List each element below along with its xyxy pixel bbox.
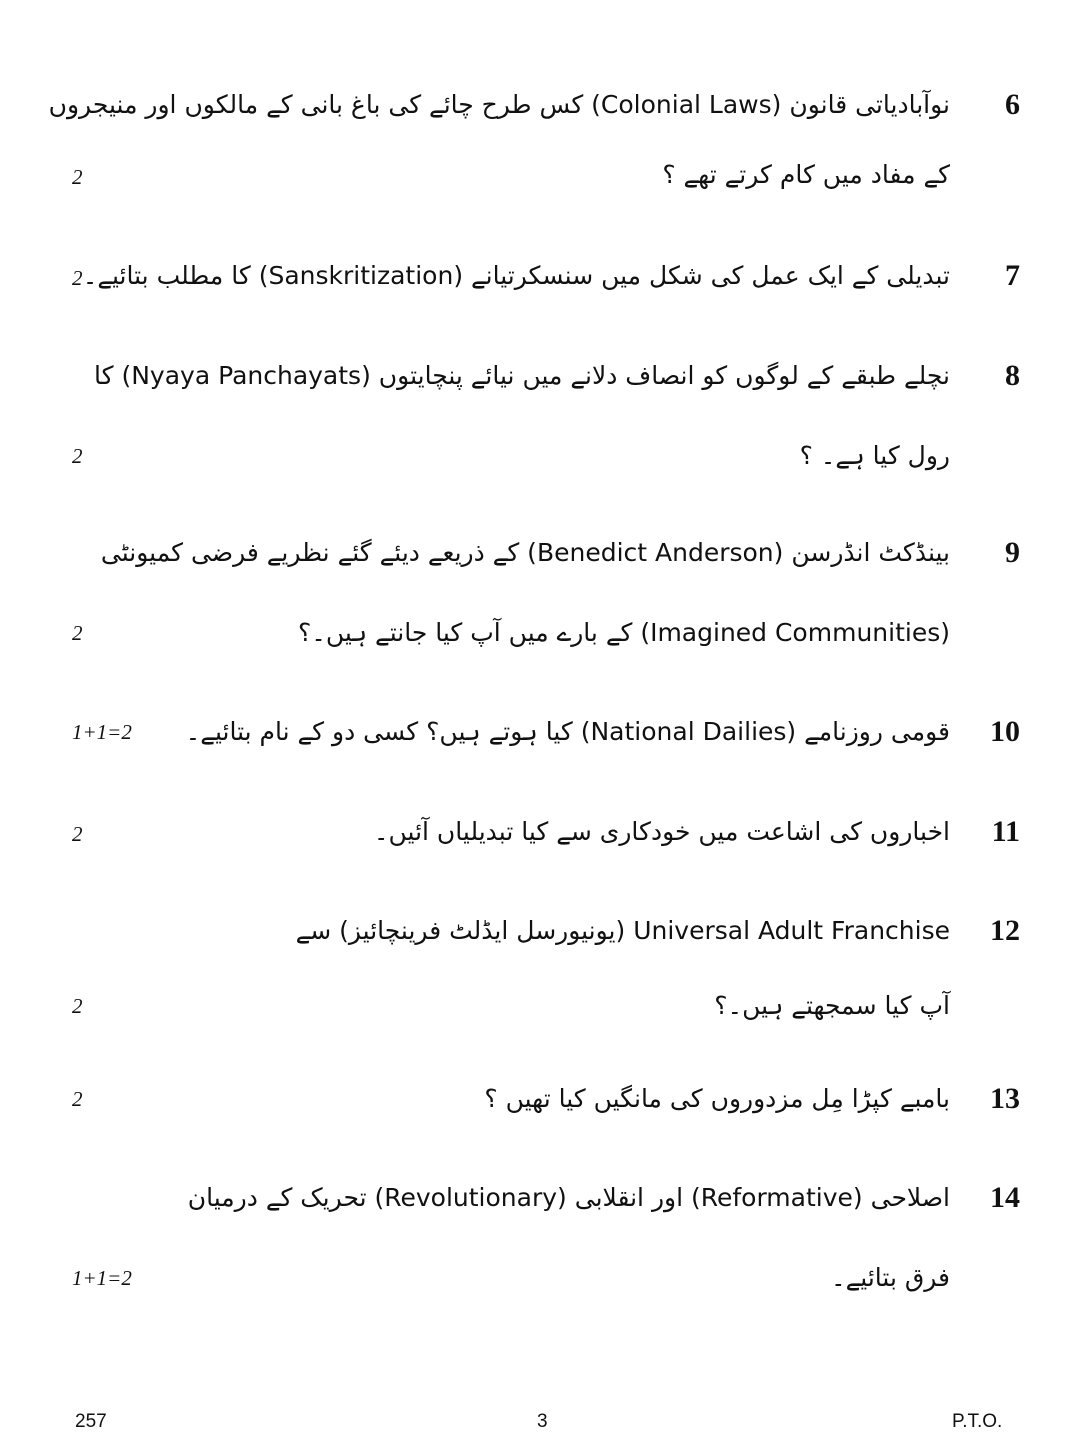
question-number: 12 bbox=[990, 914, 1020, 947]
marks-label: 1+1=2 bbox=[72, 1266, 132, 1290]
question-7 bbox=[60, 256, 1020, 306]
question-text-line-1: اصلاحی (Reformative) اور انقلابی (Revolutionary) تحریک کے درمیان bbox=[187, 1183, 950, 1212]
question-number: 10 bbox=[990, 715, 1020, 748]
question-number: 8 bbox=[1005, 359, 1020, 392]
marks-label: 2 bbox=[72, 994, 83, 1018]
question-13 bbox=[60, 1079, 1020, 1129]
marks-label: 1+1=2 bbox=[72, 720, 132, 744]
marks-label: 2 bbox=[72, 1087, 83, 1111]
question-number: 11 bbox=[991, 815, 1020, 848]
question-text-line-2: رول کیا ہے۔ ؟ bbox=[799, 441, 950, 470]
question-text-line-1: نچلے طبقے کے لوگوں کو انصاف دلانے میں نیائے پنچایتوں (Nyaya Panchayats) کا bbox=[94, 361, 950, 390]
question-number: 9 bbox=[1005, 536, 1020, 569]
question-text-line-2: فرق بتائیے۔ bbox=[830, 1263, 950, 1292]
question-number: 14 bbox=[990, 1181, 1020, 1214]
question-14 bbox=[60, 1178, 1020, 1298]
question-text-line-2: کے مفاد میں کام کرتے تھے ؟ bbox=[662, 160, 950, 189]
marks-label: 2 bbox=[72, 621, 83, 645]
paper-code: 257 bbox=[75, 1411, 107, 1432]
question-11 bbox=[60, 812, 1020, 862]
question-text-line-1: بینڈکٹ انڈرسن (Benedict Anderson) کے ذریعے دیئے گئے نظریے فرضی کمیونٹی bbox=[100, 538, 950, 567]
question-12 bbox=[60, 911, 1020, 1031]
marks-label: 2 bbox=[72, 444, 83, 468]
question-text-line-2: آپ کیا سمجھتے ہیں۔؟ bbox=[714, 991, 950, 1020]
question-8 bbox=[60, 356, 1020, 476]
pto-label: P.T.O. bbox=[952, 1411, 1003, 1432]
page-number: 3 bbox=[537, 1411, 548, 1432]
question-text-line-1: Universal Adult Franchise (یونیورسل ایڈلٹ فرینچائیز) سے bbox=[295, 916, 950, 945]
question-number: 6 bbox=[1005, 88, 1020, 121]
question-text-line-1: اخباروں کی اشاعت میں خودکاری سے کیا تبدیلیاں آئیں۔ bbox=[373, 817, 950, 846]
question-text-line-1: بامبے کپڑا مِل مزدوروں کی مانگیں کیا تھیں ؟ bbox=[484, 1084, 950, 1113]
question-10 bbox=[60, 712, 1020, 762]
marks-label: 2 bbox=[72, 266, 83, 290]
question-text-line-1: نوآبادیاتی قانون (Colonial Laws) کس طرح چائے کی باغ بانی کے مالکوں اور منیجروں bbox=[48, 90, 950, 119]
question-number: 13 bbox=[990, 1082, 1020, 1115]
question-text-line-1: تبدیلی کے ایک عمل کی شکل میں سنسکرتیانے (Sanskritization) کا مطلب بتائیے۔ bbox=[82, 261, 950, 290]
question-text-line-2: (Imagined Communities) کے بارے میں آپ کیا جانتے ہیں۔؟ bbox=[297, 618, 950, 647]
question-6 bbox=[48, 85, 1020, 205]
question-number: 7 bbox=[1005, 259, 1020, 292]
marks-label: 2 bbox=[72, 165, 83, 189]
question-9 bbox=[60, 533, 1020, 653]
question-text-line-1: قومی روزنامے (National Dailies) کیا ہوتے ہیں؟ کسی دو کے نام بتائیے۔ bbox=[185, 717, 950, 746]
marks-label: 2 bbox=[72, 822, 83, 846]
